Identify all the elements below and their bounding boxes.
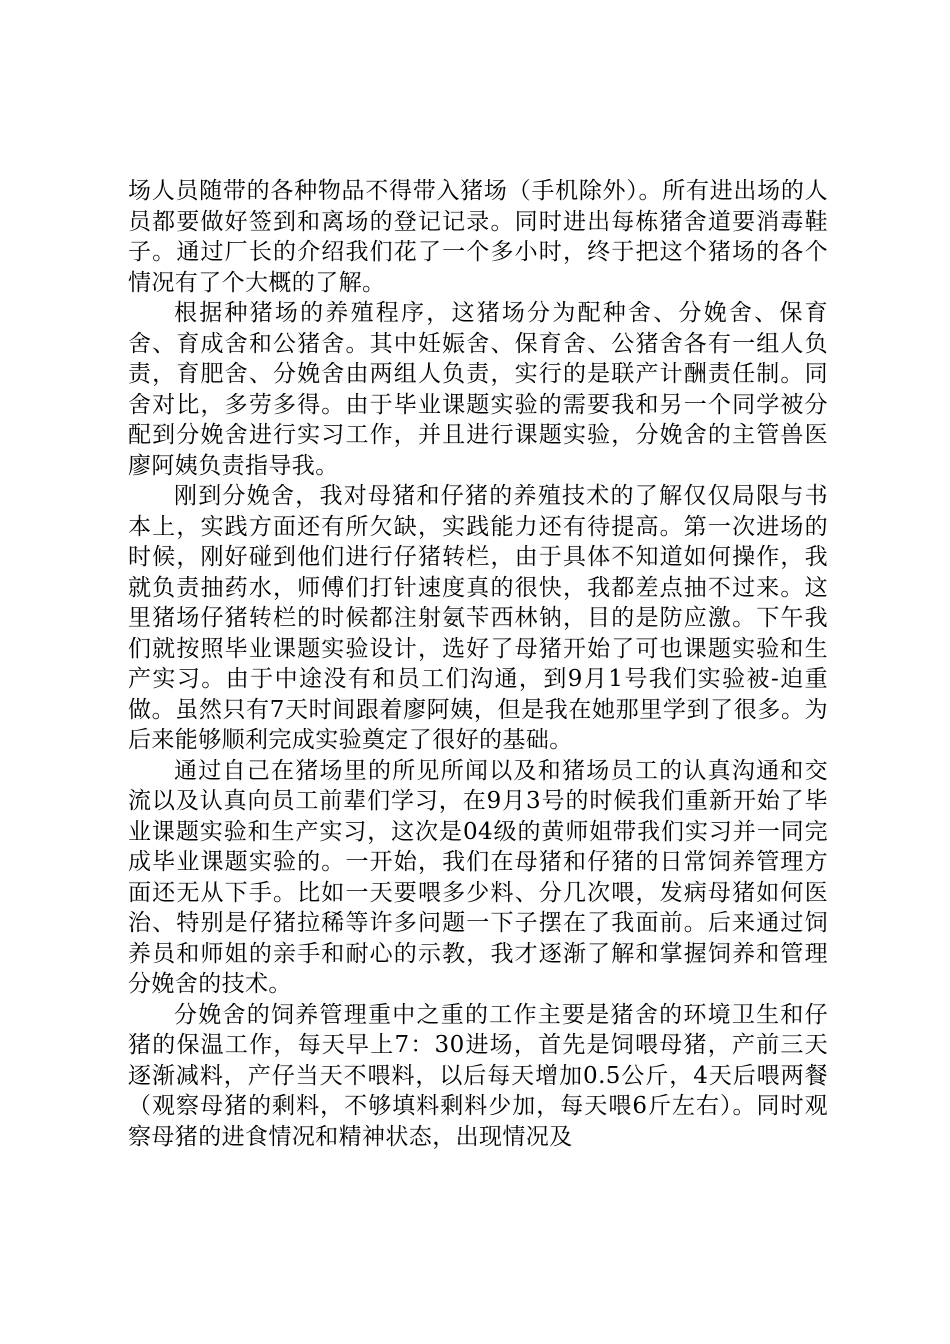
- paragraph-5: 分娩舍的饲养管理重中之重的工作主要是猪舍的环境卫生和仔猪的保温工作，每天早上7：30进场，首先是饲喂母猪，产前三天逐渐减料，产仔当天不喂料，以后每天增加0.5公斤，4天后喂两餐（观察母猪的剩料，不够填料剩料少加，每天喂6斤左右）。同时观察母猪的进食情况和精神状态，出现情况及: [128, 1001, 828, 1150]
- paragraph-3: 刚到分娩舍，我对母猪和仔猪的养殖技术的了解仅仅局限与书本上，实践方面还有所欠缺，实践能力还有待提高。第一次进场的时候，刚好碰到他们进行仔猪转栏，由于具体不知道如何操作，我就负责抽药水，师傅们打针速度真的很快，我都差点抽不过来。这里猪场仔猪转栏的时候都注射氨苄西林钠，目的是防应激。下午我们就按照毕业课题实验设计，选好了母猪开始了可也课题实验和生产实习。由于中途没有和员工们沟通，到9月1号我们实验被-迫重做。虽然只有7天时间跟着廖阿姨，但是我在她那里学到了很多。为后来能够顺利完成实验奠定了很好的基础。: [128, 483, 828, 753]
- paragraph-4: 通过自己在猪场里的所见所闻以及和猪场员工的认真沟通和交流以及认真向员工前辈们学习，在9月3号的时候我们重新开始了毕业课题实验和生产实习，这次是04级的黄师姐带我们实习并一同完成毕业课题实验的。一开始，我们在母猪和仔猪的日常饲养管理方面还无从下手。比如一天要喂多少料、分几次喂，发病母猪如何医治、特别是仔猪拉稀等许多问题一下子摆在了我面前。后来通过饲养员和师姐的亲手和耐心的示教，我才逐渐了解和掌握饲养和管理分娩舍的技术。: [128, 757, 828, 997]
- paragraph-2: 根据种猪场的养殖程序，这猪场分为配种舍、分娩舍、保育舍、育成舍和公猪舍。其中妊娠舍、保育舍、公猪舍各有一组人负责，育肥舍、分娩舍由两组人负责，实行的是联产计酬责任制。同舍对比，多劳多得。由于毕业课题实验的需要我和另一个同学被分配到分娩舍进行实习工作，并且进行课题实验，分娩舍的主管兽医廖阿姨负责指导我。: [128, 300, 828, 479]
- document-page: [128, 176, 828, 1152]
- paragraph-1: 场人员随带的各种物品不得带入猪场（手机除外）。所有进出场的人员都要做好签到和离场的登记记录。同时进出每栋猪舍道要消毒鞋子。通过厂长的介绍我们花了一个多小时，终于把这个猪场的各个情况有了个大概的了解。: [128, 178, 828, 296]
